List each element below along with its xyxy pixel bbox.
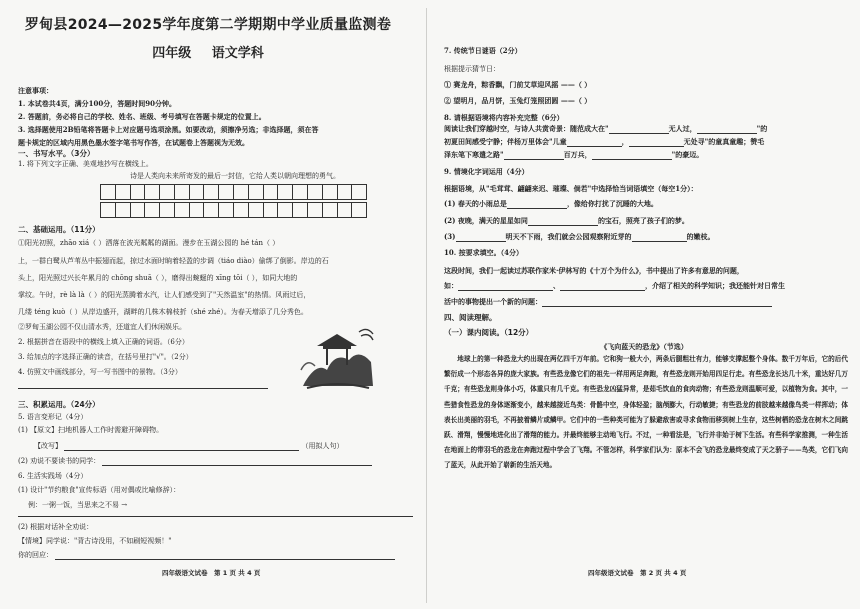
question-7: 7. 传统节日谜语（2分） [444,46,522,55]
page-2 [438,0,850,609]
writing-grid-2[interactable] [100,202,367,218]
question-8-line-2 [444,137,848,147]
q9-2-text: (2) 夜晚，满天的星星如同 [444,216,528,225]
question-6-2: (2) 根据对话补全劝说： [18,523,94,531]
pavilion-illustration-image [297,322,377,394]
question-2: 2. 根据拼音在语段中的横线上填入正确的词语。（6分） [18,338,189,346]
answer-line-q6-2[interactable] [55,559,395,560]
question-9-instruction: 根据语境，从"毛茸茸、翩翩来迟、璀璨、倘若"中选择恰当词语填空（每空1分）： [444,184,698,193]
section-3-heading: 三、积累运用。（24分） [18,400,100,409]
subject-label: 语文学科 [211,46,264,61]
exam-subtitle [18,42,398,61]
writing-grid-1[interactable] [100,184,367,200]
answer-blank-q8-1[interactable] [609,133,669,134]
question-5-2 [18,456,413,466]
answer-blank-q10-1[interactable] [458,290,553,291]
section-1-heading: 一、书写水平。（3分） [18,149,95,158]
answer-blank-q8-2[interactable] [697,133,757,134]
question-10: 10. 按要求填空。（4分） [444,248,523,257]
section-2-heading: 二、基础运用。（11分） [18,225,100,234]
q9-1-tail: ，像给你打扰了沉睡的大地。 [566,199,658,208]
question-1: 1. 将下列文字正确、美观地抄写在横线上。 [18,160,153,168]
notice-title: 注意事项： [18,86,53,95]
copy-text: 诗是人类向未来所寄发的最后一封信，它给人类以朝向理想的勇气。 [130,172,340,180]
q9-3-tail: 的嫩枝。 [686,232,715,241]
q8-text-c3: "的豪迈。 [671,150,704,159]
answer-blank-q9-3[interactable] [456,241,506,242]
q10-text-b2: ，介绍了相关的科学知识；我还能针对日常生 [645,281,785,290]
answer-line-q6-1[interactable] [18,516,413,517]
answer-blank-q8-4[interactable] [629,146,684,147]
question-8: 8. 请根据语境将内容补充完整（6分） [444,113,564,122]
grade-label: 四年级 [152,46,192,61]
page-footer-1: 四年级语文试卷 第 1 页 共 4 页 [162,569,261,577]
answer-blank-q8-3[interactable] [567,146,622,147]
question-10-line-3 [444,297,848,307]
notice-3: 3. 选择题使用2B铅笔将答题卡上对应题号选项涂黑。如要改动，须擦净另选；非选择题，须在答 [18,125,319,134]
response-label: 你的回应： [18,551,53,559]
page-1 [12,0,417,609]
notice-2: 2. 答题前，务必将自己的学校、姓名、班级、考号填写在答题卡规定的位置上。 [18,112,266,121]
riddle-2: ② 望明月，品月饼，玉兔灯笼照团圆 ——（ ） [444,96,592,105]
q9-3-mid: 明天不下雨，我们就会公园观察附近芽的 [505,232,632,241]
question-5: 5. 语言变形记（4分） [18,413,88,421]
question-9-2 [444,216,848,226]
subsection-1-heading: （一）课内阅读。（12分） [444,328,534,337]
q9-2-tail: 的宝石，照亮了孩子们的梦。 [597,216,689,225]
q8-text-b: 初夏田间感受宁静；伴杨万里体会"儿童 [444,137,567,146]
riddle-1: ① 赛龙舟，粽香飘，门前艾草迎风摇 ——（ ） [444,80,592,89]
passage-line-1: ①阳光初照，zhāo xiá（ ）洒落在波光粼粼的湖面。漫步在玉湖公园的 hé tán（ ） [18,239,280,247]
answer-blank-q9-2[interactable] [528,225,598,226]
q8-text-c2: 百万兵， [563,150,592,159]
q10-text-b: 如： [444,281,458,290]
answer-blank-q10-2[interactable] [560,290,645,291]
q8-text-a2: 无人过， [668,124,697,133]
answer-blank-q9-1[interactable] [507,208,567,209]
question-9: 9. 情境化字词运用（4分） [444,167,529,176]
question-5-1: (1) 【原文】扫地机器人工作时需避开障碍物。 [18,426,164,434]
question-7-hint: 根据提示猜节日： [444,65,500,73]
rewrite-label: 【改写】 [34,442,62,450]
notice-1: 1. 本试卷共4页，满分100分，答题时间90分钟。 [18,99,176,108]
exam-title: 罗甸县2024—2025学年度第二学期期中学业质量监测卷 [24,17,392,33]
question-6-2-context: 【情境】同学说："背古诗没用，不如刷短视频！" [18,537,172,545]
passage-line-6: ②罗甸玉湖公园不仅山清水秀，还道宜人们休闲娱乐。 [18,323,186,331]
page-divider [426,8,427,603]
q8-text-b2: ， [621,137,629,146]
section-4-heading: 四、阅读理解。 [444,313,497,322]
passage-line-4: 掌纹。午时，rè là là（ ）的阳光蒸腾着水汽，让人们感受到了"天然温室"的热情。风雨过后， [18,291,311,299]
question-5-1-rewrite [34,441,417,451]
q9-3-text: (3) [444,232,456,241]
question-10-line-2: 如： 、 ，介绍了相关的科学知识；我还能针对日常生 [444,281,785,290]
q8-text-c: 泽东笔下寒遣之路" [444,150,504,159]
answer-blank-q8-6[interactable] [592,159,672,160]
answer-blank-q8-5[interactable] [504,159,564,160]
question-3: 3. 给加点的字选择正确的读音，在括号里打"√"。（2分） [18,353,193,361]
question-6-1-example: 例：一粥一饭，当思来之不易 → [28,501,128,509]
q9-1-text: (1) 春天的小雨总是 [444,199,507,208]
q10-text-c: 活中的事物提出一个新的问题： [444,297,542,306]
question-9-1 [444,199,848,209]
question-5-2-text: (2) 劝说不要读书的同学： [18,457,101,465]
answer-line-q5-1[interactable] [64,450,299,451]
page-footer-2: 四年级语文试卷 第 2 页 共 4 页 [588,569,687,577]
q8-text-a: 阅读让我们穿越时空，与诗人共赏奇景：随范成大在" [444,124,609,133]
q8-text-a3: "的 [756,124,768,133]
passage-line-5: 几缕 téng kuò（ ）从岸边盛开，湖畔的几株木棉枝折（shé zhé）。为春天增添了几分秀色。 [18,308,308,316]
notice-4: 题卡规定的区域内用黑色墨水签字笔书写作答，在试题卷上答题视为无效。 [18,138,249,147]
reading-passage: 地球上的第一种恐龙大约出现在两亿四千万年前。它和狗一般大小，两条后腿粗壮有力，能够支撑起整个身体。数千万年后，它的后代繁衍成一个形态各异的庞大家族。有些恐龙像它们的祖先一样用两足奔跑，有些恐龙则开始用四足行走。有些恐龙长达几十米，重达好几万千克；有些恐龙则身体小巧，体重只有几千克。有些恐龙凶猛异常，是茹毛饮血的食肉动物；有些恐龙则温顺可爱，以植物为食。其中，一些猎食性恐龙的身体逐渐变小，越来越接近鸟类：骨骼中空，身体轻盈；脑颅膨大，行动敏捷；有些恐龙的前肢越来越像鸟类一样挥动；体表长出美丽的羽毛，不再披着鳞片或鳞甲。它们中的一些种类可能为了躲避敌害或寻求食物而移到树上生存，这些树栖的恐龙在树木之间跳跃、滑翔，慢慢地进化出了滑翔的能力。并最终能够主动地飞行。不过，一种看法是，飞行并非始于树下生活。有些科学家推测，一种生活在地面上的带羽毛的恐龙在奔跑过程中学会了飞翔。不管怎样，科学家们认为：原本不会飞的恐龙最终变成了天之骄子——鸟类，它们飞向了蓝天，从此开始了崭新的生活天地。 [444,355,848,470]
passage-line-3: 头上，阳光照过兴长年累月的 chōng shuā（ ），磨得出蜿蜒的 xīng tōi（ ），如同大地的 [18,274,298,282]
answer-blank-q10-3[interactable] [542,306,772,307]
question-8-line-1 [444,124,848,134]
question-6-1: (1) 设计"节约粮食"宣传标语（用对偶或比喻修辞）： [18,486,181,494]
question-8-line-3 [444,150,848,160]
passage-title: 《飞向蓝天的恐龙》（节选） [600,342,688,351]
answer-line-q4[interactable] [18,388,268,389]
question-10-line-1: 这段时间，我们一起读过苏联作家米·伊林写的《十万个为什么》，书中提出了许多有意思的问题， [444,266,744,275]
answer-blank-q9-4[interactable] [632,241,687,242]
answer-line-q5-2[interactable] [102,465,372,466]
question-9-3 [444,232,848,242]
q8-text-b3: 无处寻"的童真童趣；赞毛 [683,137,765,146]
question-6: 6. 生活实践场（4分） [18,472,88,480]
question-6-2-response [18,550,413,560]
passage-line-2: 上，一群白鹭从芦苇丛中振翅而起，掠过水面时晌着轻盈的步调（tiáo diào）偷绑了倒影。岸边的石 [18,257,329,265]
rewrite-requirement: （用拟人句） [301,442,344,450]
question-4: 4. 仿照文中画线部分，写一写书图中的景物。（3分） [18,368,182,376]
